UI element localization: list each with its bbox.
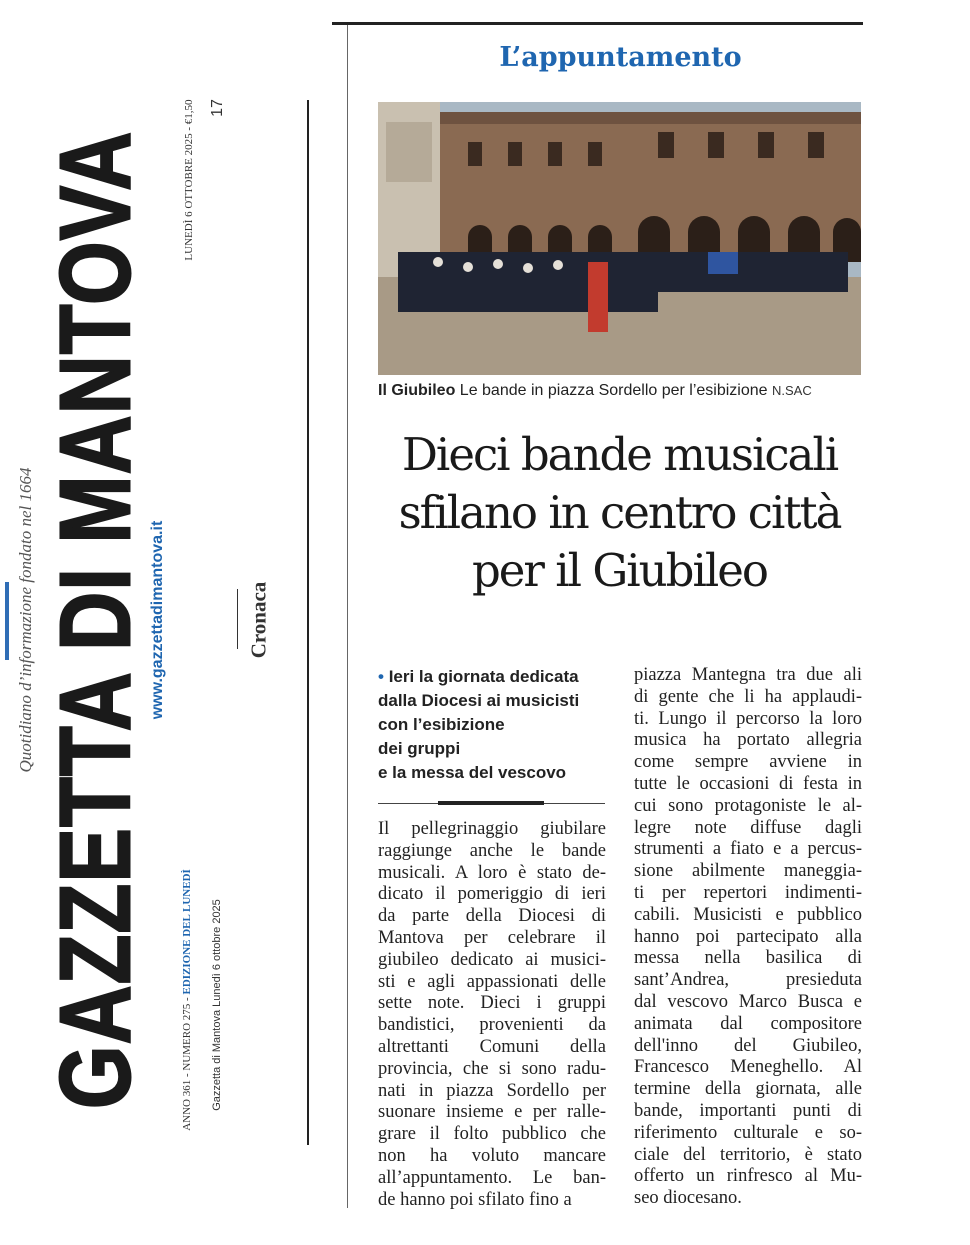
body-line: grare il folto pubblico che: [378, 1124, 606, 1145]
body-line: messa nella basilica di: [634, 948, 862, 969]
body-line: come sempre avviene in: [634, 752, 862, 773]
photo-illustration: [378, 102, 861, 375]
photo-caption: [378, 382, 863, 400]
section-label: Cronaca: [246, 581, 271, 659]
body-line: cui sono protagoniste le al-: [634, 795, 862, 816]
body-line: legre note diffuse dagli: [634, 817, 862, 838]
caption-text: Le bande in piazza Sordello per l’esibizione: [455, 382, 772, 399]
summary-line: dalla Diocesi ai musicisti: [378, 691, 580, 710]
headline-line: sfilano in centro città: [398, 486, 841, 539]
headline: [372, 426, 867, 600]
body-line: non ha voluto mancare: [378, 1145, 606, 1166]
body-line: all’appuntamento. Le ban-: [378, 1167, 606, 1188]
summary-line: con l’esibizione: [378, 715, 505, 734]
body-column-2: [634, 665, 862, 1210]
masthead-title: GAZZETTA DI MANTOVA: [39, 130, 152, 1110]
headline-line: per il Giubileo: [472, 544, 767, 597]
body-line: sette note. Dieci i gruppi: [378, 993, 606, 1014]
body-line: piazza Mantegna tra due ali: [634, 665, 862, 685]
body-line: riferimento culturale e so-: [634, 1122, 862, 1143]
body-line: offerto un rinfresco al Mu-: [634, 1166, 862, 1187]
body-line: bandistici, provenienti da: [378, 1015, 606, 1036]
body-line: dell'inno del Giubileo,: [634, 1035, 862, 1056]
summary-line: Ieri la giornata dedicata: [388, 667, 579, 686]
body-line: cabili. Musicisti e pubblico: [634, 904, 862, 925]
summary-line: dei gruppi: [378, 739, 461, 758]
headline-line: Dieci bande musicali: [401, 428, 838, 481]
kicker: L’appuntamento: [499, 42, 742, 73]
body-column-1: [378, 819, 606, 1211]
body-line: Francesco Meneghello. Al: [634, 1057, 862, 1078]
body-line: musica ha portato allegria: [634, 730, 862, 751]
column-divider: [347, 25, 348, 1208]
body-line: musicali. A loro è stato de-: [378, 862, 606, 883]
body-line: da parte della Diocesi di: [378, 906, 606, 927]
body-line: seo diocesano.: [634, 1188, 742, 1209]
body-line: dicato il pomeriggio di ieri: [378, 884, 606, 905]
summary-bullet: •: [378, 667, 384, 686]
body-line: tutte le occasioni di festa in: [634, 773, 862, 794]
body-line: strumenti a fiato e a percus-: [634, 839, 862, 860]
body-line: bande, importanti punti di: [634, 1100, 862, 1121]
body-line: giubileo dedicato ai musici-: [378, 949, 606, 970]
page-number: 17: [209, 99, 226, 117]
body-line: hanno poi partecipato alla: [634, 926, 862, 947]
body-line: provincia, che si sono radu-: [378, 1058, 606, 1079]
body-line: di gente che li ha applaudi-: [634, 686, 862, 707]
website-link[interactable]: www.gazzettadimantova.it: [149, 520, 166, 720]
body-line: sti e agli appassionati delle: [378, 971, 606, 992]
masthead-divider: [307, 100, 309, 1145]
body-line: dal vescovo Marco Busca e: [634, 991, 862, 1012]
body-line: Mantova per celebrare il: [378, 927, 606, 948]
date-price: LUNEDÌ 6 OTTOBRE 2025 - €1,50: [183, 99, 195, 261]
caption-credit: N.SAC: [772, 383, 812, 398]
body-line: nati in piazza Sordello per: [378, 1080, 606, 1101]
section-rule: [237, 589, 238, 649]
edition-prefix: ANNO 361 - NUMERO 275 -: [181, 994, 193, 1131]
summary-line: e la messa del vescovo: [378, 763, 567, 782]
summary-rule-accent: [438, 801, 544, 805]
tagline-accent-bar: [5, 582, 9, 660]
article-summary: [378, 665, 608, 785]
body-line: animata dal compositore: [634, 1013, 862, 1034]
edition-line: [181, 869, 193, 1131]
issue-line: Gazzetta di Mantova Lunedì 6 ottobre 2025: [211, 899, 223, 1111]
article-photo: [378, 102, 861, 375]
body-line: ciale del territorio, è stato: [634, 1144, 862, 1165]
caption-label: Il Giubileo: [378, 382, 456, 399]
body-line: Il pellegrinaggio giubilare: [378, 819, 606, 839]
body-line: suonare insieme e per ralle-: [378, 1102, 606, 1123]
edition-label: EDIZIONE DEL LUNEDÌ: [181, 869, 193, 995]
top-bar: [332, 22, 863, 25]
body-line: ti. Lungo il percorso la loro: [634, 708, 862, 729]
body-line: sione abilmente maneggia-: [634, 861, 862, 882]
body-line: de hanno poi sfilato fino a: [378, 1189, 572, 1210]
body-line: termine della giornata, alle: [634, 1079, 862, 1100]
masthead-tagline: Quotidiano d’informazione fondato nel 1664: [16, 467, 35, 773]
body-line: sant’Andrea, presieduta: [634, 970, 862, 991]
body-line: altrettanti Comuni della: [378, 1036, 606, 1057]
body-line: ti per repertori indimenti-: [634, 882, 862, 903]
body-line: raggiunge anche le bande: [378, 840, 606, 861]
